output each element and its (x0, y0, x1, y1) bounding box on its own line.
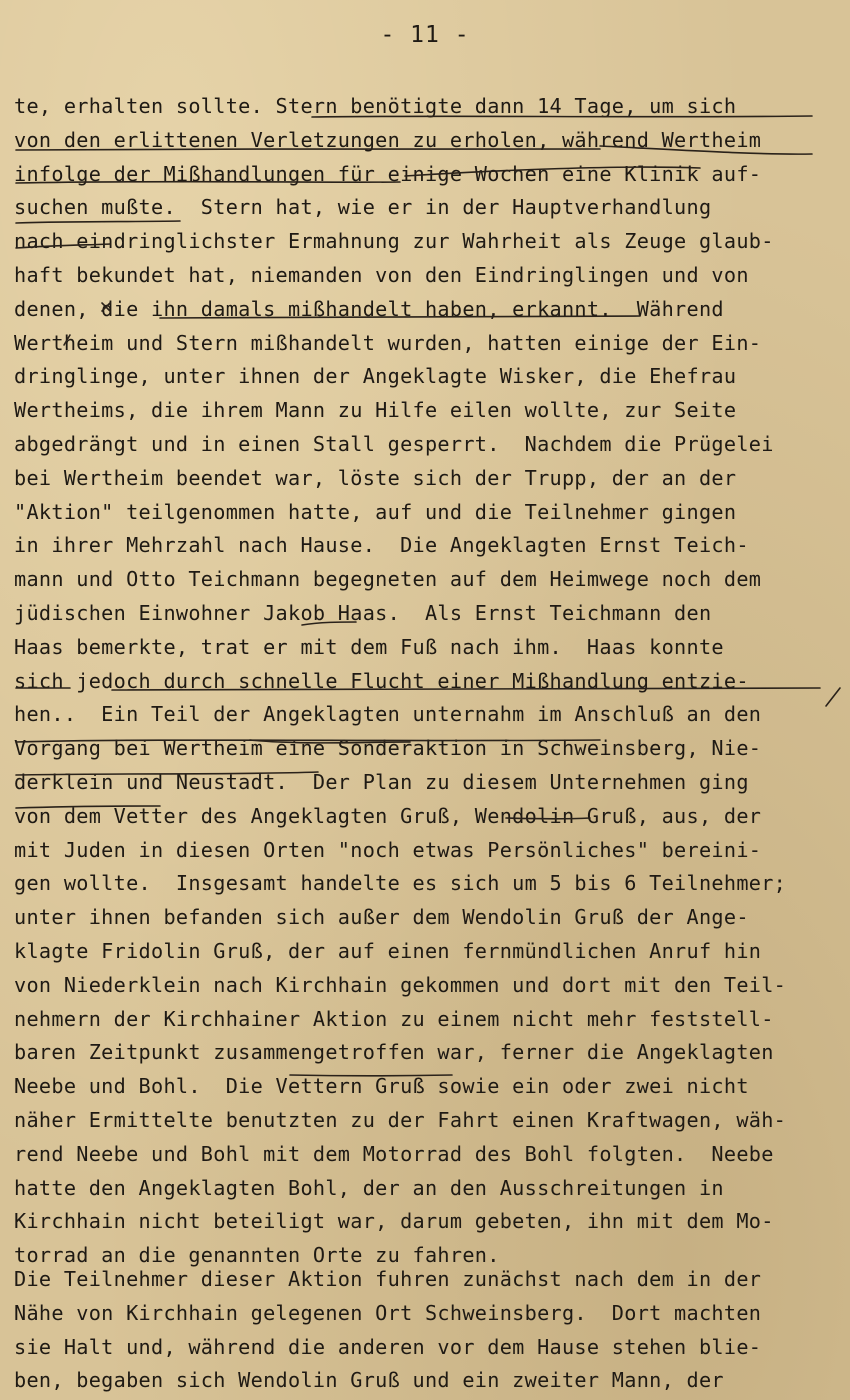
text-line: sie Halt und, während die anderen vor dem Hause stehen blie- (14, 1334, 762, 1359)
text-line: jüdischen Einwohner Jakob Haas. Als Ernst Teichmann den (14, 600, 712, 625)
text-line: "Aktion" teilgenommen hatte, auf und die Teilnehmer gingen (14, 499, 737, 524)
page-number: - 11 - (380, 22, 470, 48)
text-line: von den erlittenen Verletzungen zu erholen, während Wertheim (14, 127, 762, 152)
text-line: Nähe von Kirchhain gelegenen Ort Schweinsberg. Dort machten (14, 1300, 762, 1325)
text-line: nehmern der Kirchhainer Aktion zu einem nicht mehr feststell- (14, 1006, 774, 1031)
text-line: haft bekundet hat, niemanden von den Eindringlingen und von (14, 262, 749, 287)
text-line: hatte den Angeklagten Bohl, der an den Ausschreitungen in (14, 1175, 724, 1200)
text-line: baren Zeitpunkt zusammengetroffen war, ferner die Angeklagten (14, 1040, 774, 1065)
text-line: rend Neebe und Bohl mit dem Motorrad des Bohl folgten. Neebe (14, 1141, 774, 1166)
text-line: klagte Fridolin Gruß, der auf einen fernmündlichen Anruf hin (14, 938, 762, 963)
text-line: Haas bemerkte, trat er mit dem Fuß nach ihm. Haas konnte (14, 634, 724, 659)
text-line: Neebe und Bohl. Die Vettern Gruß sowie ein oder zwei nicht (14, 1074, 749, 1099)
text-line: hen.. Ein Teil der Angeklagten unternahm im Anschluß an den (14, 702, 762, 727)
text-line: Die Teilnehmer dieser Aktion fuhren zunächst nach dem in der (14, 1267, 762, 1291)
text-line: in ihrer Mehrzahl nach Hause. Die Angeklagten Ernst Teich- (14, 533, 749, 558)
text-line: sich jedoch durch schnelle Flucht einer Mißhandlung entzie- (14, 668, 749, 693)
text-line: te, erhalten sollte. Stern benötigte dann 14 Tage, um sich (14, 94, 737, 118)
text-line: ben, begaben sich Wendolin Gruß und ein zweiter Mann, der (14, 1368, 724, 1393)
text-line: von dem Vetter des Angeklagten Gruß, Wendolin Gruß, aus, der (14, 803, 762, 828)
text-line: infolge der Mißhandlungen für einige Wochen eine Klinik auf- (14, 161, 762, 186)
text-line: gen wollte. Insgesamt handelte es sich um 5 bis 6 Teilnehmer; (14, 871, 787, 896)
text-line: Wertheim und Stern mißhandelt wurden, hatten einige der Ein- (14, 330, 762, 355)
text-line: unter ihnen befanden sich außer dem Wendolin Gruß der Ange- (14, 905, 749, 930)
text-line: näher Ermittelte benutzten zu der Fahrt einen Kraftwagen, wäh- (14, 1107, 787, 1132)
text-line: von Niederklein nach Kirchhain gekommen und dort mit den Teil- (14, 972, 787, 997)
text-line: mann und Otto Teichmann begegneten auf dem Heimwege noch dem (14, 567, 762, 592)
paragraph-2 (14, 1263, 834, 1398)
text-line: suchen mußte. Stern hat, wie er in der Hauptverhandlung (14, 195, 712, 220)
text-line: nach eindringlichster Ermahnung zur Wahrheit als Zeuge glaub- (14, 229, 774, 254)
text-line: mit Juden in diesen Orten "noch etwas Persönliches" bereini- (14, 837, 762, 862)
paragraph-1 (14, 90, 834, 1273)
text-line: Wertheims, die ihrem Mann zu Hilfe eilen wollte, zur Seite (14, 398, 737, 423)
text-line: Vorgang bei Wertheim eine Sonderaktion in Schweinsberg, Nie- (14, 736, 762, 761)
text-line: derklein und Neustadt. Der Plan zu diesem Unternehmen ging (14, 769, 749, 794)
text-line: dringlinge, unter ihnen der Angeklagte Wisker, die Ehefrau (14, 364, 737, 389)
text-line: abgedrängt und in einen Stall gesperrt. Nachdem die Prügelei (14, 431, 774, 456)
text-line: torrad an die genannten Orte zu fahren. (14, 1243, 500, 1268)
text-line: bei Wertheim beendet war, löste sich der Trupp, der an der (14, 465, 737, 490)
text-line: denen, die ihn damals mißhandelt haben, erkannt. Während (14, 296, 724, 321)
text-line: Kirchhain nicht beteiligt war, darum gebeten, ihn mit dem Mo- (14, 1209, 774, 1234)
